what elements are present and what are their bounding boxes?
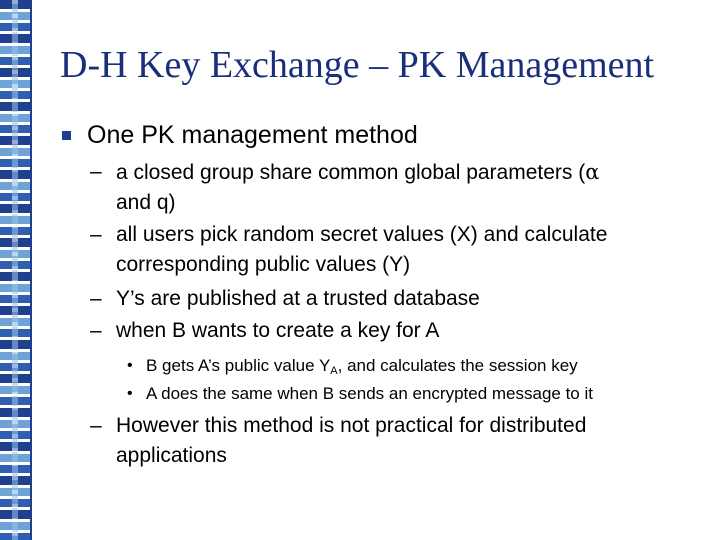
subsub-bullet-b-gets: [146, 354, 706, 378]
sub-bullet-however: However this method is not practical for distributed applications: [116, 414, 587, 467]
sub-bullet-users-pick: all users pick random secret values (X) and calculate corresponding public values (Y): [116, 223, 608, 276]
sub-bullet-published: Y’s are published at a trusted database: [116, 287, 480, 310]
subscript-a: A: [330, 365, 338, 377]
subsub-bullet-b-gets-text-cont: , and calculates the session key: [337, 356, 578, 375]
subsub-bullet-b-gets-text: B gets A’s public value Y: [146, 356, 331, 375]
dash-icon: –: [90, 287, 102, 310]
square-bullet-icon: [62, 131, 71, 140]
slide-title: D-H Key Exchange – PK Management: [60, 44, 655, 86]
sub-bullet-closed-group-text-cont: and q): [116, 191, 176, 214]
decorative-side-stripe: [0, 0, 30, 540]
sub-bullet-b-wants: when B wants to create a key for A: [116, 319, 440, 342]
dash-icon: –: [90, 223, 102, 246]
sub-bullet-closed-group-text: a closed group share common global parameters (: [116, 161, 586, 184]
dash-icon: –: [90, 414, 102, 437]
dot-bullet-icon: •: [127, 385, 133, 402]
side-edge-line: [30, 0, 32, 540]
dot-bullet-icon: •: [127, 357, 133, 374]
subsub-bullet-a-does: A does the same when B sends an encrypted message to it: [146, 384, 593, 403]
dash-icon: –: [90, 160, 102, 183]
dash-icon: –: [90, 319, 102, 342]
bullet-method: One PK management method: [87, 121, 418, 149]
sub-bullet-closed-group: [116, 157, 696, 218]
alpha-symbol: α: [585, 160, 600, 184]
